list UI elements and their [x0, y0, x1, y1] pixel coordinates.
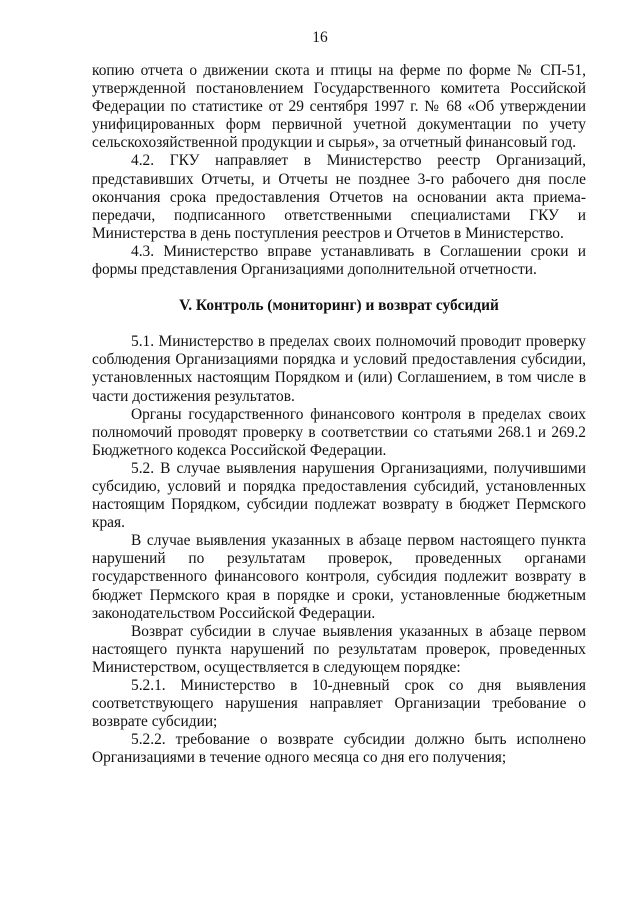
paragraph-return-order: Возврат субсидии в случае выявления указанных в абзаце первом настоящего пункта нарушений по результатам проверок, проведенных Министерством, осуществляется в следующем порядке: [92, 622, 586, 676]
document-body [92, 62, 586, 767]
paragraph-4-2: 4.2. ГКУ направляет в Министерство реестр Организаций, представивших Отчеты, и Отчеты не позднее 3-го рабочего дня после окончания срока предоставления Отчетов на основании акта приема-передачи, подписанного ответственными специалистами ГКУ и Министерства в день поступления реестров и Отчетов в Министерство. [92, 152, 586, 242]
section-heading: V. Контроль (мониторинг) и возврат субсидий [179, 297, 499, 315]
paragraph-report-copy: копию отчета о движении скота и птицы на ферме по форме № СП-51, утвержденной постановлением Государственного комитета Российской Федерации по статистике от 29 сентября 1997 г. № 68 «Об утверждении унифицированных форм первичной учетной документации по учету сельскохозяйственной продукции и сырья», за отчетный финансовый год. [92, 62, 586, 152]
paragraph-4-3: 4.3. Министерство вправе устанавливать в Соглашении сроки и формы представления Организациями дополнительной отчетности. [92, 242, 586, 279]
paragraph-5-2: 5.2. В случае выявления нарушения Организациями, получившими субсидию, условий и порядка предоставления субсидий, установленных настоящим Порядком, субсидии подлежат возврату в бюджет Пермского края. [92, 459, 586, 532]
paragraph-5-2-1: 5.2.1. Министерство в 10-дневный срок со дня выявления соответствующего нарушения направляет Организации требование о возврате субсидии; [92, 677, 586, 731]
paragraph-violations: В случае выявления указанных в абзаце первом настоящего пункта нарушений по результатам проверок, проведенных органами государственного финансового контроля, субсидия подлежит возврату в бюджет Пермского края в порядке и сроки, установленные бюджетным законодательством Российской Федерации. [92, 532, 586, 622]
paragraph-5-2-2: 5.2.2. требование о возврате субсидии должно быть исполнено Организациями в течение одного месяца со дня его получения; [92, 731, 586, 767]
paragraph-financial-control: Органы государственного финансового контроля в пределах своих полномочий проводят проверку в соответствии со статьями 268.1 и 269.2 Бюджетного кодекса Российской Федерации. [92, 405, 586, 459]
paragraph-5-1: 5.1. Министерство в пределах своих полномочий проводит проверку соблюдения Организациями порядка и условий предоставления субсидии, установленных настоящим Порядком и (или) Соглашением, в том числе в части достижения результатов. [92, 333, 586, 405]
page-number: 16 [312, 29, 328, 46]
